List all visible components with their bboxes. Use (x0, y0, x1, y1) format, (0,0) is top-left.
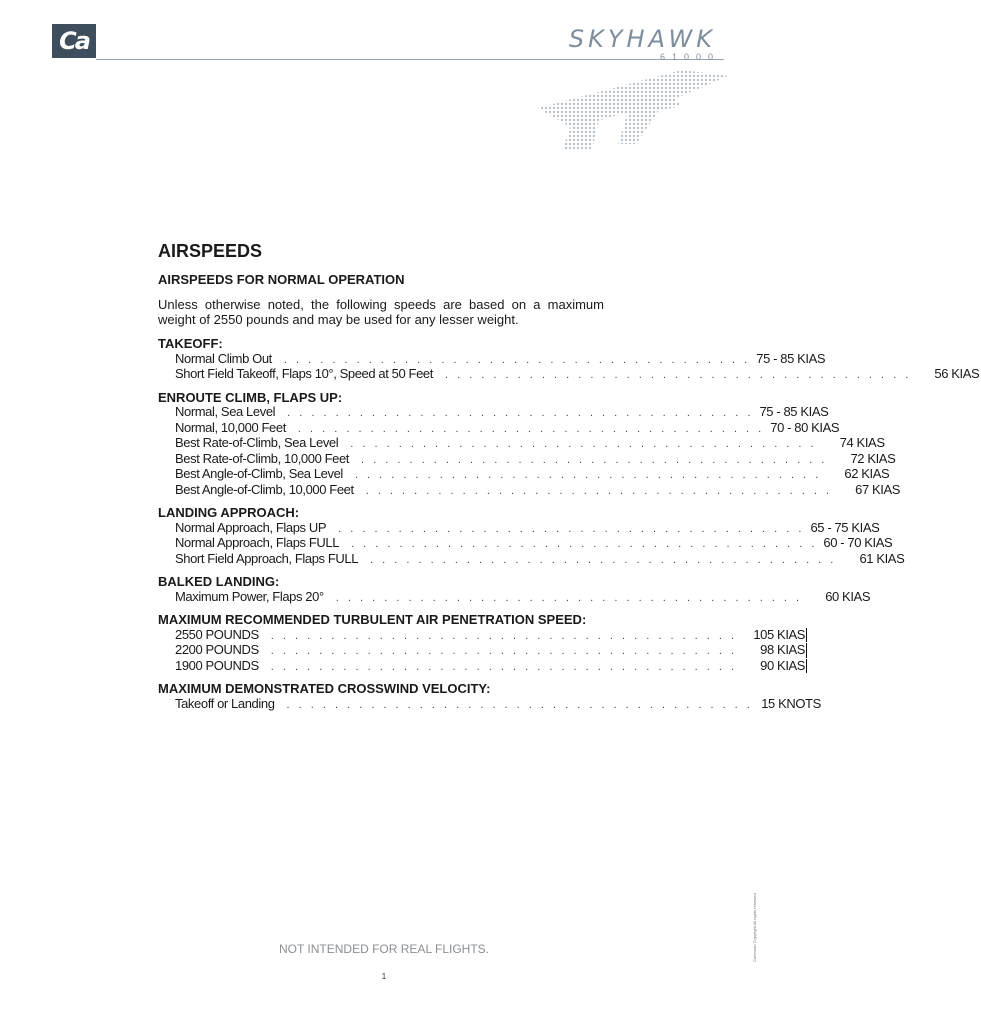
speed-value: 15 KNOTS (761, 695, 821, 711)
speed-value: 65 - 75 KIAS (810, 519, 880, 535)
speed-row (158, 519, 880, 537)
section-heading: MAXIMUM DEMONSTRATED CROSSWIND VELOCITY: (158, 681, 491, 696)
speed-value: 62 KIAS (844, 466, 890, 481)
speed-value: 60 - 70 KIAS (823, 535, 893, 550)
speed-value: 56 KIAS (934, 366, 980, 381)
dot-leader: . . . . . . . . . . . . . . . . . . . . . . . . . . . . . . . . . . . . . . . (297, 422, 765, 435)
speed-value: 67 KIAS (855, 481, 901, 497)
speed-label: Best Rate-of-Climb, Sea Level (175, 435, 339, 450)
airspeeds-document (158, 240, 980, 720)
speed-label: Normal Approach, Flaps UP (175, 519, 327, 535)
speed-row (158, 550, 905, 568)
speed-section (158, 574, 871, 605)
dot-leader: . . . . . . . . . . . . . . . . . . . . . . . . . . . . . . . . . . . . . . . (283, 353, 751, 366)
section-heading: TAKEOFF: (158, 336, 223, 351)
dot-leader: . . . . . . . . . . . . . . . . . . . . . . . . . . . . . . . . . . . . . . . (350, 438, 817, 450)
speed-section (158, 336, 980, 383)
dot-leader: . . . . . . . . . . . . . . . . . . . . . . . . . . . . . . . . . . . . . . . (287, 407, 754, 419)
speed-label: Maximum Power, Flaps 20° (175, 588, 324, 604)
dot-leader: . . . . . . . . . . . . . . . . . . . . . . . . . . . . . . . . . . . . . . . (361, 453, 828, 466)
speed-label: Normal Approach, Flaps FULL (175, 535, 340, 550)
speed-value: 98 KIAS (743, 643, 807, 658)
speed-row (158, 695, 821, 713)
dot-leader: . . . . . . . . . . . . . . . . . . . . . . . . . . . . . . . . . . . . . . . (370, 553, 837, 566)
page-number: 1 (381, 972, 387, 981)
speed-value: 72 KIAS (850, 450, 896, 466)
copyright-note: Carenado Copyright All rights reserved (752, 893, 757, 962)
speed-sections (158, 336, 980, 712)
speed-row (158, 588, 871, 606)
speed-row (158, 404, 829, 421)
speed-label: Short Field Takeoff, Flaps 10°, Speed at 50 Feet (175, 366, 433, 381)
speed-value: 90 KIAS (743, 659, 807, 674)
section-heading: MAXIMUM RECOMMENDED TURBULENT AIR PENETRATION SPEED: (158, 612, 587, 627)
logo-text: Ca (59, 27, 89, 55)
speed-row (158, 350, 826, 368)
page-title: AIRSPEEDS (158, 241, 263, 261)
speed-value: 61 KIAS (859, 550, 905, 566)
speed-row (158, 642, 806, 659)
speed-section (158, 612, 806, 674)
dot-leader: . . . . . . . . . . . . . . . . . . . . . . . . . . . . . . . . . . . . . . . (335, 591, 803, 604)
speed-row (158, 626, 806, 644)
dot-leader: . . . . . . . . . . . . . . . . . . . . . . . . . . . . . . . . . . . . . . . (354, 469, 822, 481)
section-heading: ENROUTE CLIMB, FLAPS UP: (158, 389, 343, 405)
speed-label: Best Angle-of-Climb, Sea Level (175, 466, 343, 481)
section-heading: LANDING APPROACH: (158, 505, 300, 520)
speed-value: 70 - 80 KIAS (770, 419, 840, 435)
section-heading: BALKED LANDING: (158, 574, 280, 589)
speed-value: 60 KIAS (825, 588, 871, 604)
airplane-halftone-icon (532, 66, 732, 150)
speed-row (158, 466, 890, 483)
dot-leader: . . . . . . . . . . . . . . . . . . . . . . . . . . . . . . . . . . . . . . . (286, 698, 753, 711)
dot-leader: . . . . . . . . . . . . . . . . . . . . . . . . . . . . . . . . . . . . . . . (270, 645, 738, 657)
logo (52, 24, 96, 58)
brand (568, 25, 720, 62)
speed-row (158, 419, 840, 437)
speed-label: 1900 POUNDS (175, 657, 259, 673)
intro-paragraph: Unless otherwise noted, the following speeds are based on a maximum weight of 2550 pounds and may be used for any lesser weight. (158, 297, 604, 327)
speed-label: Normal, Sea Level (175, 404, 276, 419)
speed-value: 75 - 85 KIAS (759, 404, 829, 419)
speed-label: Normal, 10,000 Feet (175, 419, 286, 435)
dot-leader: . . . . . . . . . . . . . . . . . . . . . . . . . . . . . . . . . . . . . . . (270, 629, 738, 642)
speed-section (158, 389, 901, 499)
dot-leader: . . . . . . . . . . . . . . . . . . . . . . . . . . . . . . . . . . . . . . . (365, 484, 833, 497)
speed-value: 105 KIAS (743, 628, 807, 643)
speed-row (158, 481, 901, 499)
speed-row (158, 535, 893, 552)
speed-row (158, 657, 806, 675)
speed-row (158, 435, 885, 452)
dot-leader: . . . . . . . . . . . . . . . . . . . . . . . . . . . . . . . . . . . . . . . (351, 538, 818, 550)
speed-row (158, 366, 980, 383)
speed-label: Short Field Approach, Flaps FULL (175, 550, 359, 566)
speed-value: 75 - 85 KIAS (756, 350, 826, 366)
speed-label: Best Rate-of-Climb, 10,000 Feet (175, 450, 350, 466)
speed-label: Normal Climb Out (175, 350, 272, 366)
dot-leader: . . . . . . . . . . . . . . . . . . . . . . . . . . . . . . . . . . . . . . . (338, 522, 805, 535)
speed-row (158, 450, 896, 468)
brand-name: SKYHAWK (568, 25, 716, 53)
dot-leader: . . . . . . . . . . . . . . . . . . . . . . . . . . . . . . . . . . . . . . . (270, 660, 738, 673)
speed-label: 2200 POUNDS (175, 642, 259, 657)
speed-section (158, 505, 905, 567)
speed-section (158, 681, 821, 712)
speed-value: 74 KIAS (839, 435, 885, 450)
disclaimer: NOT INTENDED FOR REAL FLIGHTS. (278, 942, 490, 956)
page-subtitle: AIRSPEEDS FOR NORMAL OPERATION (158, 272, 405, 287)
dot-leader: . . . . . . . . . . . . . . . . . . . . . . . . . . . . . . . . . . . . . . . (444, 369, 912, 381)
speed-label: Best Angle-of-Climb, 10,000 Feet (175, 481, 354, 497)
speed-label: 2550 POUNDS (175, 626, 259, 642)
brand-model: 61000 (659, 52, 720, 62)
speed-label: Takeoff or Landing (175, 695, 275, 711)
